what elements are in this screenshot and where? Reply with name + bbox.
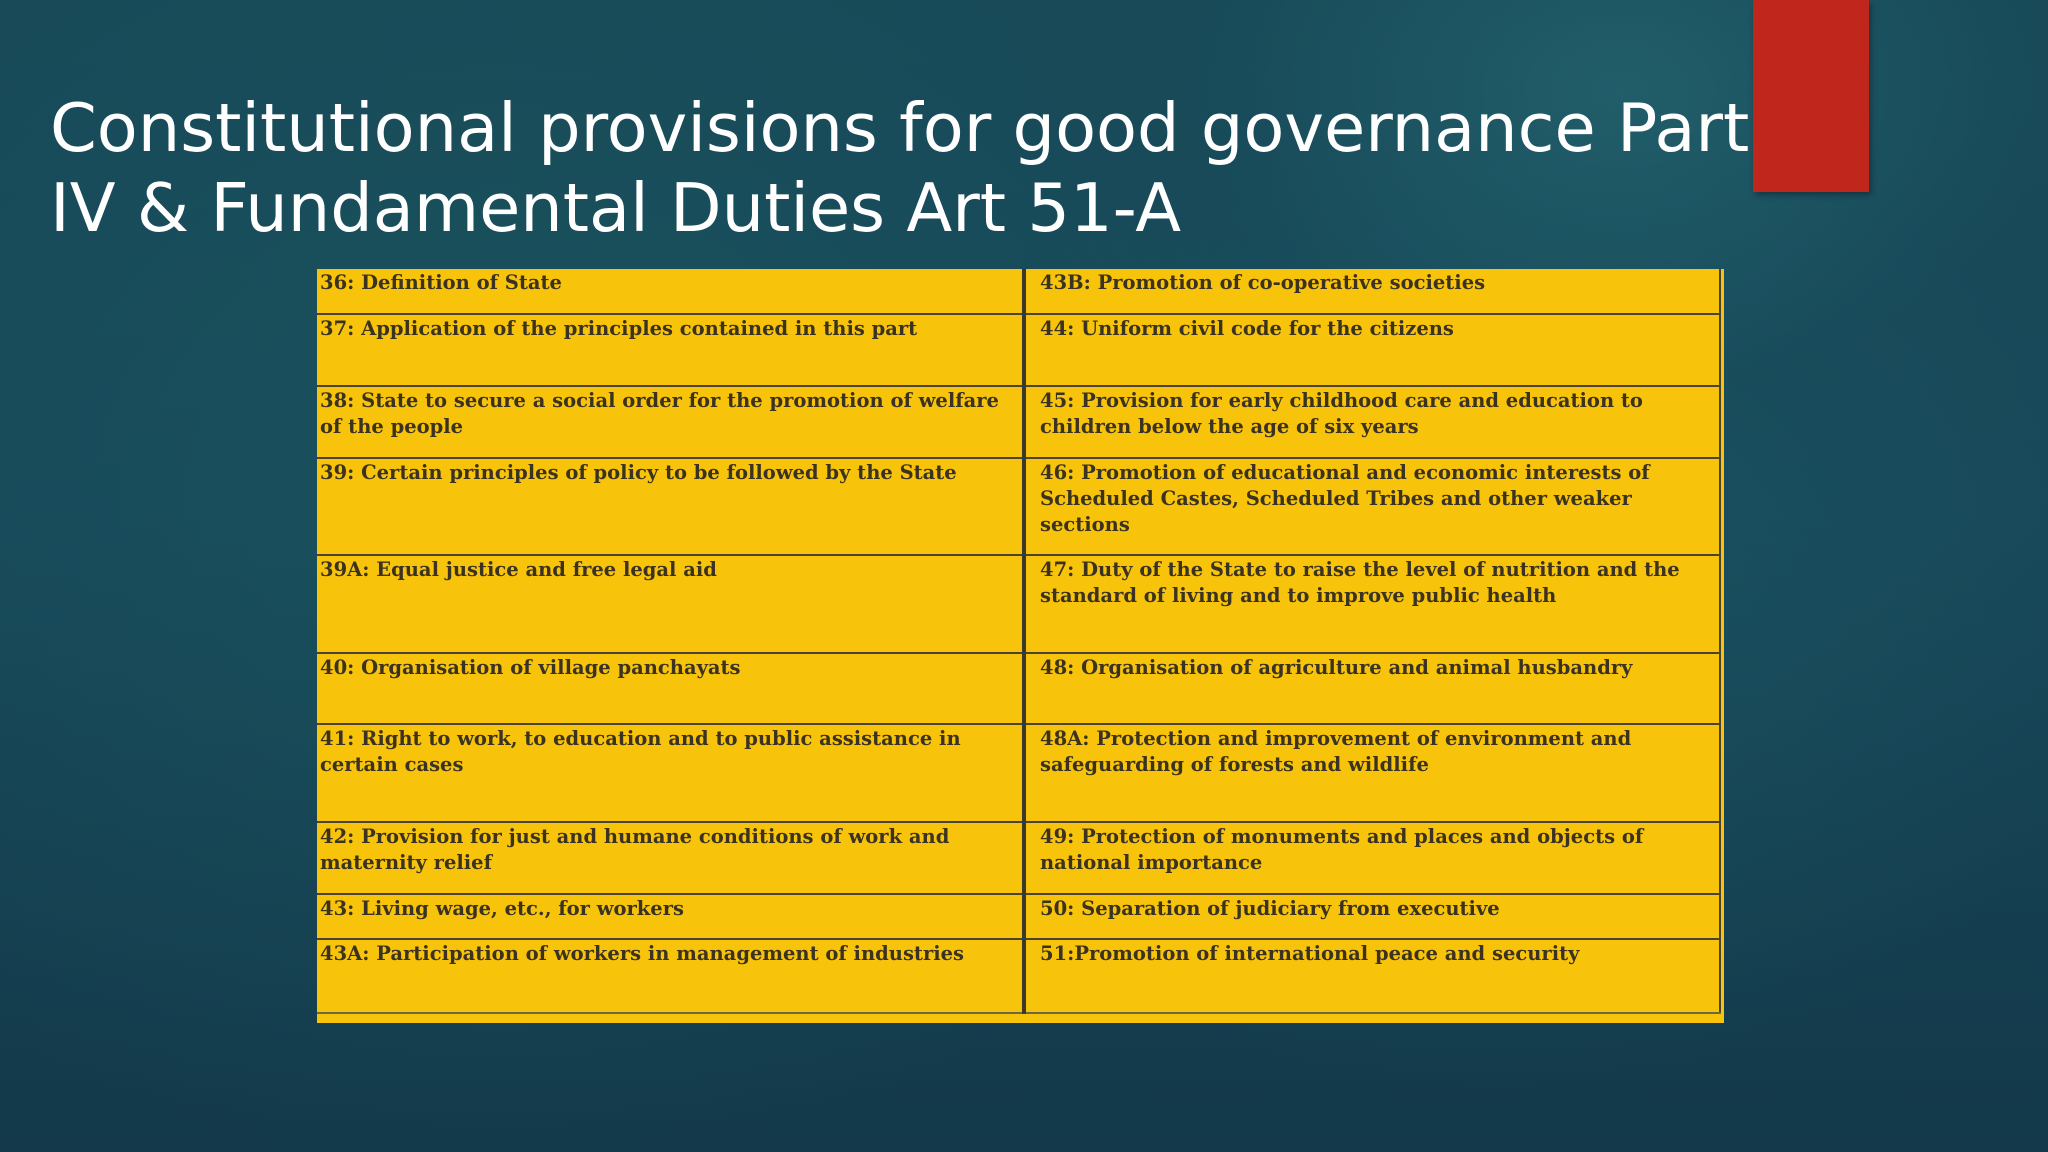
- accent-bar: [1753, 0, 1869, 192]
- table-cell-left: 37: Application of the principles contained in this part: [317, 314, 1024, 386]
- table-row: [317, 724, 1720, 822]
- table-row: [317, 386, 1720, 458]
- table-cell-left: 39: Certain principles of policy to be followed by the State: [317, 458, 1024, 555]
- table-cell-right: 46: Promotion of educational and economic interests of Scheduled Castes, Scheduled Tribes and other weaker sections: [1024, 458, 1720, 555]
- table-row: [317, 555, 1720, 653]
- table-row: [317, 269, 1720, 314]
- table-cell-left: 42: Provision for just and humane conditions of work and maternity relief: [317, 822, 1024, 894]
- table-row: [317, 822, 1720, 894]
- table-cell-right: 49: Protection of monuments and places and objects of national importance: [1024, 822, 1720, 894]
- table-cell-left: 43A: Participation of workers in management of industries: [317, 939, 1024, 1013]
- table-cell-left: 43: Living wage, etc., for workers: [317, 894, 1024, 939]
- slide-title: Constitutional provisions for good governance Part IV & Fundamental Duties Art 51-A: [50, 89, 1750, 247]
- table-cell-left: 40: Organisation of village panchayats: [317, 653, 1024, 724]
- table-cell-left: 39A: Equal justice and free legal aid: [317, 555, 1024, 653]
- table-row: [317, 894, 1720, 939]
- table-cell-right: 50: Separation of judiciary from executive: [1024, 894, 1720, 939]
- table-cell-left: 41: Right to work, to education and to public assistance in certain cases: [317, 724, 1024, 822]
- table-cell-left: 38: State to secure a social order for the promotion of welfare of the people: [317, 386, 1024, 458]
- table-cell-right: 48A: Protection and improvement of environment and safeguarding of forests and wildlife: [1024, 724, 1720, 822]
- table-cell-left: 36: Definition of State: [317, 269, 1024, 314]
- table-cell-right: 45: Provision for early childhood care and education to children below the age of six years: [1024, 386, 1720, 458]
- table-cell-right: 44: Uniform civil code for the citizens: [1024, 314, 1720, 386]
- table-row: [317, 458, 1720, 555]
- table-cell-right: 43B: Promotion of co-operative societies: [1024, 269, 1720, 314]
- table-row: [317, 939, 1720, 1013]
- table-row: [317, 653, 1720, 724]
- table-row: [317, 314, 1720, 386]
- table-cell-right: 48: Organisation of agriculture and animal husbandry: [1024, 653, 1720, 724]
- table-cell-right: 47: Duty of the State to raise the level of nutrition and the standard of living and to improve public health: [1024, 555, 1720, 653]
- table-cell-right: 51:Promotion of international peace and security: [1024, 939, 1720, 1013]
- provisions-table-image: [317, 269, 1724, 1023]
- provisions-table: [317, 269, 1721, 1014]
